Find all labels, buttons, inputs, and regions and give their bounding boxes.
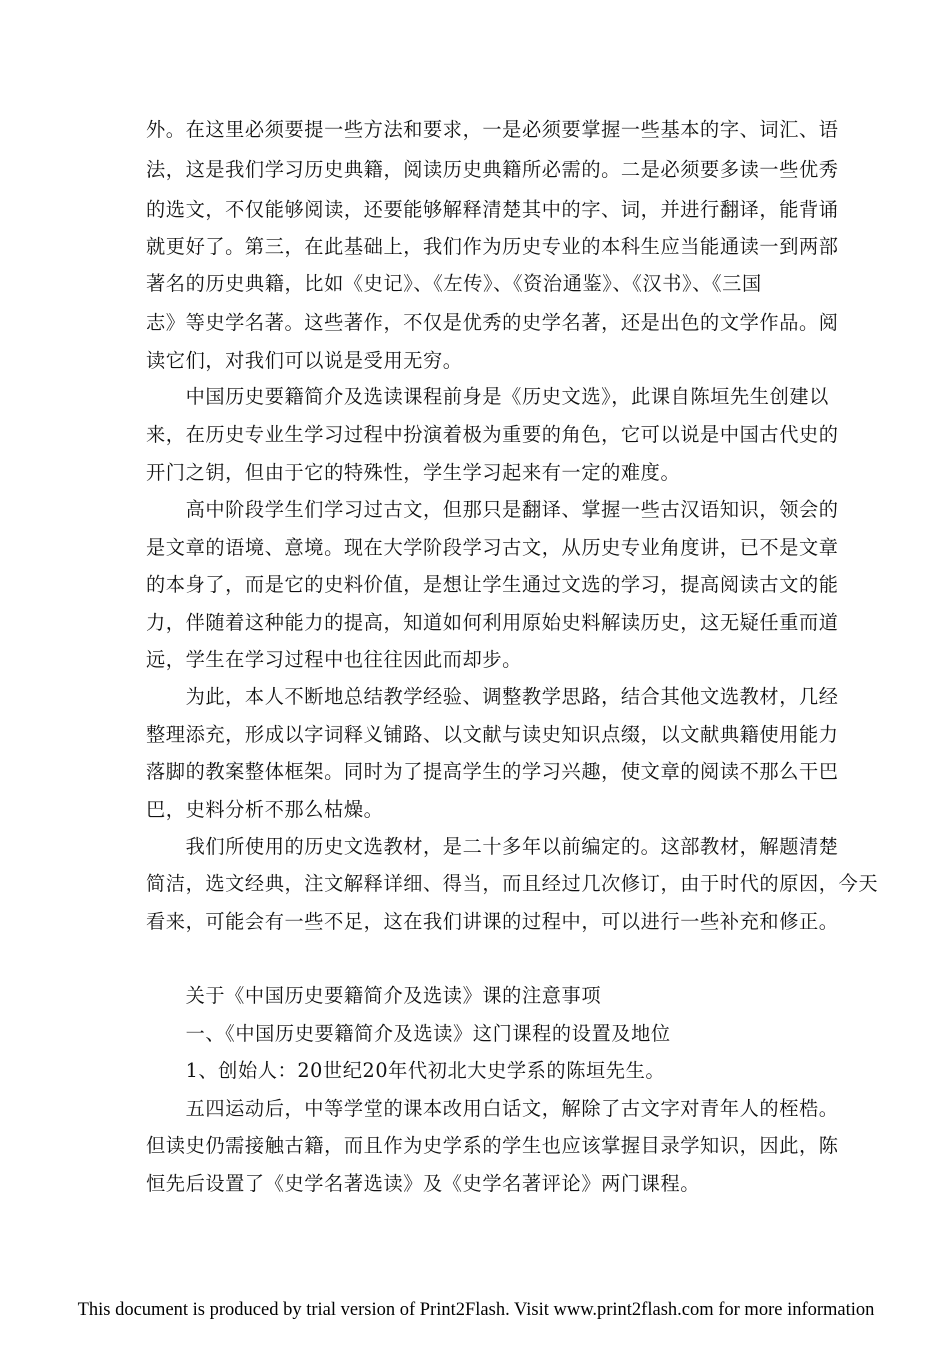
text-line: 的本身了，而是它的史料价值，是想让学生通过文选的学习，提高阅读古文的能 xyxy=(146,573,839,596)
section-heading: 一、《中国历史要籍简介及选读》这门课程的设置及地位 xyxy=(146,1022,671,1045)
text-line: 落脚的教案整体框架。同时为了提高学生的学习兴趣，使文章的阅读不那么干巴 xyxy=(146,760,839,783)
text-line: 开门之钥，但由于它的特殊性，学生学习起来有一定的难度。 xyxy=(146,461,681,484)
text-line: 但读史仍需接触古籍，而且作为史学系的学生也应该掌握目录学知识，因此，陈 xyxy=(146,1134,839,1157)
text-line: 的选文，不仅能够阅读，还要能够解释清楚其中的字、词，并进行翻译，能背诵 xyxy=(146,198,839,221)
text-line: 我们所使用的历史文选教材，是二十多年以前编定的。这部教材，解题清楚 xyxy=(146,835,839,858)
text-line: 力，伴随着这种能力的提高，知道如何利用原始史料解读历史，这无疑任重而道 xyxy=(146,611,839,634)
text-line: 远，学生在学习过程中也往往因此而却步。 xyxy=(146,648,522,671)
text-line: 整理添充，形成以字词释义铺路、以文献与读史知识点缀，以文献典籍使用能力 xyxy=(146,723,839,746)
text-line: 1、创始人：20世纪20年代初北大史学系的陈垣先生。 xyxy=(146,1059,666,1082)
text-line: 来，在历史专业生学习过程中扮演着极为重要的角色，它可以说是中国古代史的 xyxy=(146,423,839,446)
text-line: 恒先后设置了《史学名著选读》及《史学名著评论》两门课程。 xyxy=(146,1172,701,1195)
text-line: 看来，可能会有一些不足，这在我们讲课的过程中，可以进行一些补充和修正。 xyxy=(146,910,839,933)
text-line: 外。在这里必须要提一些方法和要求，一是必须要掌握一些基本的字、词汇、语 xyxy=(146,118,839,141)
text-line: 读它们，对我们可以说是受用无穷。 xyxy=(146,349,463,372)
text-line: 法，这是我们学习历史典籍，阅读历史典籍所必需的。二是必须要多读一些优秀 xyxy=(146,158,839,181)
text-line: 著名的历史典籍，比如《史记》、《左传》、《资治通鉴》、《汉书》、《三国 xyxy=(146,272,762,295)
trial-watermark-notice: This document is produced by trial version of Print2Flash. Visit www.print2flash.com for more information xyxy=(77,1300,875,1320)
text-line: 高中阶段学生们学习过古文，但那只是翻译、掌握一些古汉语知识，领会的 xyxy=(146,498,839,521)
text-line: 五四运动后，中等学堂的课本改用白话文，解除了古文字对青年人的桎梏。 xyxy=(146,1097,839,1120)
text-line: 志》等史学名著。这些著作，不仅是优秀的史学名著，还是出色的文学作品。阅 xyxy=(146,311,839,334)
text-line: 巴，史料分析不那么枯燥。 xyxy=(146,798,384,821)
text-line: 简洁，选文经典，注文解释详细、得当，而且经过几次修订，由于时代的原因，今天 xyxy=(146,872,879,895)
text-line: 为此，本人不断地总结教学经验、调整教学思路，结合其他文选教材，几经 xyxy=(146,685,839,708)
text-line: 中国历史要籍简介及选读课程前身是《历史文选》，此课自陈垣先生创建以 xyxy=(146,385,829,408)
text-line: 就更好了。第三，在此基础上，我们作为历史专业的本科生应当能通读一到两部 xyxy=(146,235,839,258)
text-line: 是文章的语境、意境。现在大学阶段学习古文，从历史专业角度讲，已不是文章 xyxy=(146,536,839,559)
section-heading: 关于《中国历史要籍简介及选读》课的注意事项 xyxy=(146,984,602,1007)
